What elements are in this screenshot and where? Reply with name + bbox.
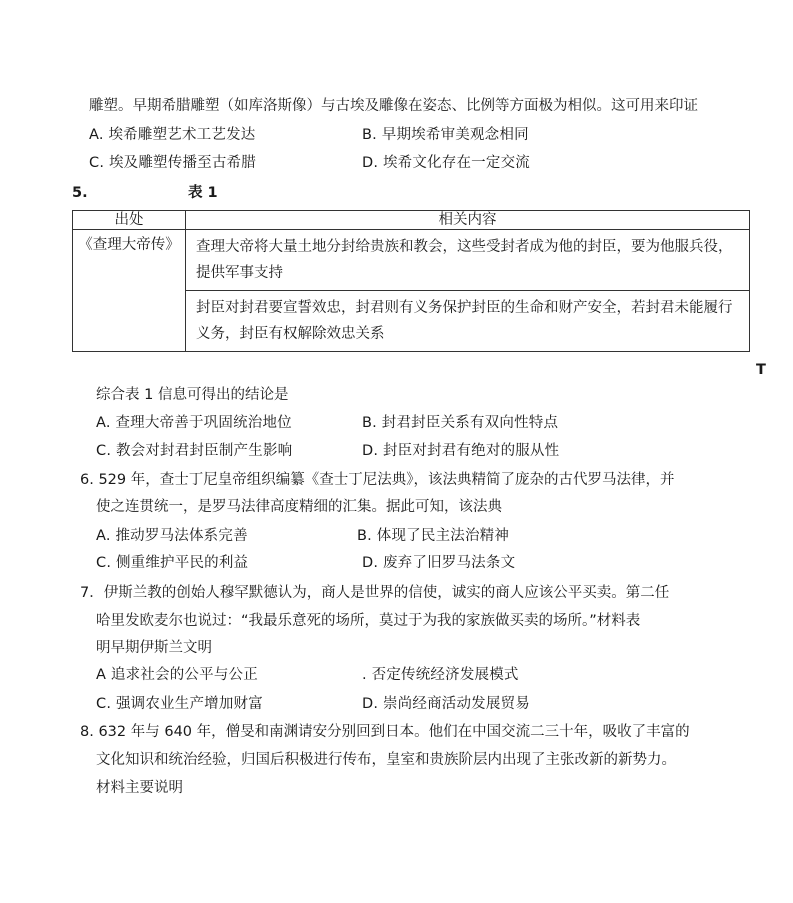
table-cell-source: 《查理大帝传》 <box>73 230 186 352</box>
q5-number: 5. <box>72 185 88 201</box>
q6-stem-line-2: 使之连贯统一，是罗马法律高度精细的汇集。据此可知，该法典 <box>96 499 502 515</box>
q6-option-b: B. 体现了民主法治精神 <box>357 528 510 544</box>
table-1 <box>72 210 750 352</box>
table-cell-content-2-text: 封臣对封君要宣誓效忠，封君则有义务保护封臣的生命和财产安全，若封君未能履行义务，封臣有权解除效忠关系 <box>196 300 733 342</box>
q8-stem-line-1: 8. 632 年与 640 年，僧旻和南渊请安分别回到日本。他们在中国交流二三十年，吸收了丰富的 <box>80 724 690 740</box>
q8-stem-line-3: 材料主要说明 <box>96 780 183 796</box>
table-header-source: 出处 <box>73 211 186 230</box>
q4-option-d: D. 埃希文化存在一定交流 <box>362 155 530 171</box>
q4-option-b: B. 早期埃希审美观念相同 <box>362 127 529 143</box>
q7-option-d: D. 崇尚经商活动发展贸易 <box>362 696 530 712</box>
q6-option-a: A. 推动罗马法体系完善 <box>96 528 248 544</box>
q7-stem-line-3: 明早期伊斯兰文明 <box>96 640 212 656</box>
q7-option-b: . 否定传统经济发展模式 <box>362 667 519 683</box>
table-cell-content-1 <box>186 230 750 291</box>
q4-option-a: A. 埃希雕塑艺术工艺发达 <box>89 127 256 143</box>
q8-stem-line-2: 文化知识和统治经验，归国后积极进行传布，皇室和贵族阶层内出现了主张改新的新势力。 <box>96 752 676 768</box>
q7-stem-line-1: 7．伊斯兰教的创始人穆罕默德认为，商人是世界的信使，诚实的商人应该公平买卖。第二任 <box>80 585 670 601</box>
q5-option-b: B. 封君封臣关系有双向性特点 <box>362 415 559 431</box>
table-header-content: 相关内容 <box>186 211 750 230</box>
q5-option-a: A. 查理大帝善于巩固统治地位 <box>96 415 292 431</box>
margin-mark: T <box>756 362 766 378</box>
q5-option-c: C. 教会对封君封臣制产生影响 <box>96 443 293 459</box>
q5-stem: 综合表 1 信息可得出的结论是 <box>96 387 289 403</box>
q6-stem-line-1: 6. 529 年，查士丁尼皇帝组织编纂《查士丁尼法典》，该法典精简了庞杂的古代罗马法律，并 <box>80 472 675 488</box>
table-row <box>73 230 750 291</box>
table-header-row <box>73 211 750 230</box>
q6-option-d: D. 废弃了旧罗马法条文 <box>362 555 516 571</box>
q5-option-d: D. 封臣对封君有绝对的服从性 <box>362 443 560 459</box>
q4-stem: 雕塑。早期希腊雕塑（如库洛斯像）与古埃及雕像在姿态、比例等方面极为相似。这可用来印证 <box>89 98 698 114</box>
q6-option-c: C. 侧重维护平民的利益 <box>96 555 249 571</box>
table-cell-content-2 <box>186 291 750 352</box>
table-caption: 表 1 <box>188 185 218 201</box>
q4-option-c: C. 埃及雕塑传播至古希腊 <box>89 155 256 171</box>
q7-stem-line-2: 哈里发欧麦尔也说过：“我最乐意死的场所，莫过于为我的家族做买卖的场所。”材料表 <box>96 613 641 629</box>
q7-option-c: C. 强调农业生产增加财富 <box>96 696 263 712</box>
table-cell-content-1-text: 查理大帝将大量土地分封给贵族和教会，这些受封者成为他的封臣，要为他服兵役，提供军事支持 <box>196 239 733 281</box>
q7-option-a: A 追求社会的公平与公正 <box>96 667 258 683</box>
